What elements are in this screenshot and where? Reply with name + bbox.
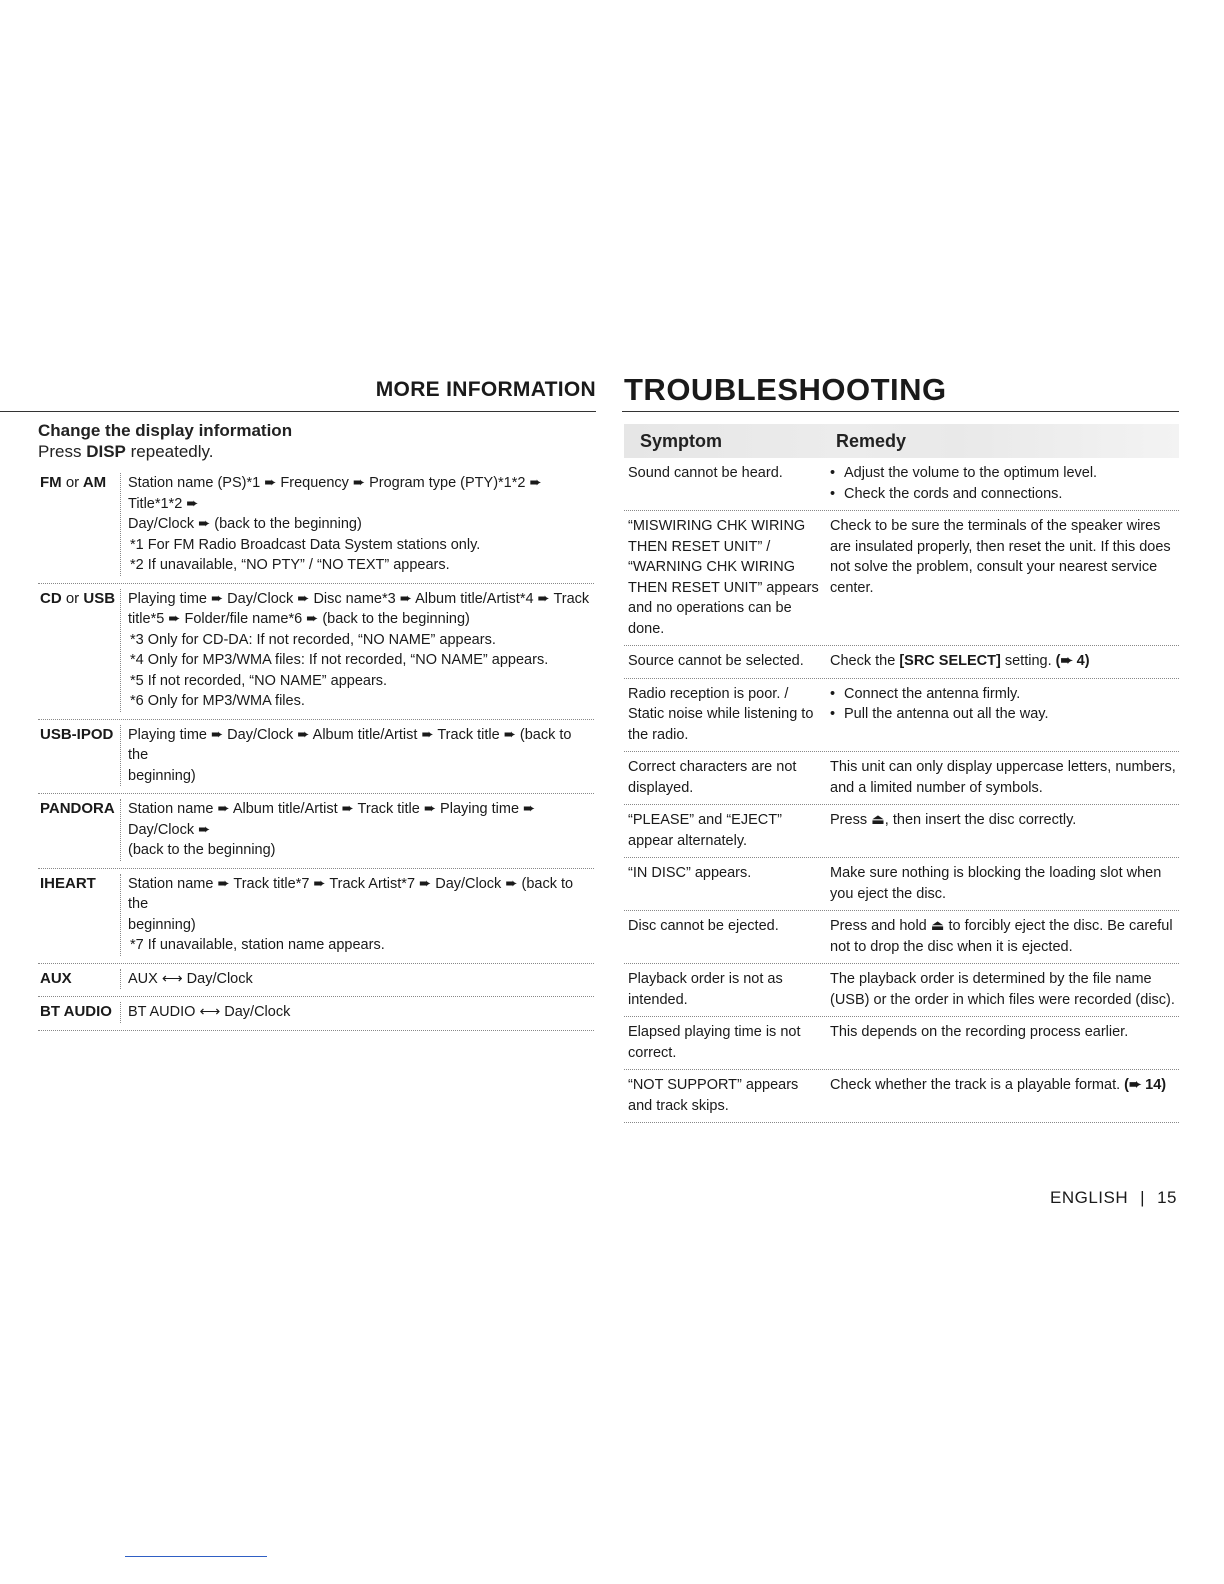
symptom-cell: “MISWIRING CHK WIRING THEN RESET UNIT” / “WARNING CHK WIRING THEN RESET UNIT” appears and no operations can be done. [628,518,819,637]
sequence-line: (back to the beginning) [128,842,276,858]
mode-name [38,473,121,576]
table-row [624,1070,1179,1123]
remedy-text: Check whether the track is a playable format. [830,1077,1125,1093]
mode-name-or: or [65,589,80,607]
mode-name-a: AUX [40,969,72,987]
mode-name-a: IHEART [40,874,96,892]
remedy-cell: Press ⏏, then insert the disc correctly. [830,812,1077,828]
setting-name: [SRC SELECT] [899,653,1001,669]
table-header [624,424,1179,458]
section-title-more-information: MORE INFORMATION [375,378,596,401]
mode-row [38,964,594,998]
mode-sequence [128,1002,594,1023]
mode-name-a: PANDORA [40,800,115,817]
symptom-cell: Radio reception is poor. / Static noise while listening to the radio. [628,685,814,743]
footnote: *4 Only for MP3/WMA files: If not recorded, “NO NAME” appears. [130,652,549,668]
bullet-icon: • [830,685,836,702]
press-suffix: repeatedly. [130,442,214,461]
remedy-cell [824,684,1179,746]
symptom-cell: Playback order is not as intended. [628,971,783,1008]
remedy-cell: This depends on the recording process earlier. [830,1024,1129,1040]
mode-name-b: USB [83,589,116,607]
mode-name [38,589,121,712]
remedy-cell [824,651,1179,672]
mode-name-a: CD [40,589,62,607]
remedy-text: Check the [830,653,900,669]
mode-name [38,799,121,861]
table-row [624,511,1179,646]
mode-name-b: AM [82,474,107,491]
press-instruction [38,442,213,462]
bullet-text: Adjust the volume to the optimum level. [844,465,1098,481]
page-footer [960,1188,1177,1208]
mode-sequence [128,969,594,990]
mode-name [38,1002,121,1023]
sequence-line: Station name (PS)*1 ➨ Frequency ➨ Program type (PTY)*1*2 ➨ Title*1*2 ➨ [128,475,542,512]
remedy-bullet [830,704,1179,725]
symptom-cell: Source cannot be selected. [628,653,804,669]
symptom-cell: “IN DISC” appears. [628,865,752,881]
mode-row [38,997,594,1031]
remedy-cell: Make sure nothing is blocking the loading slot when you eject the disc. [830,865,1162,902]
sequence-line: Day/Clock ➨ (back to the beginning) [128,516,362,532]
page-number: 15 [1157,1188,1177,1207]
bullet-icon: • [830,706,836,722]
bullet-icon: • [830,465,836,481]
sequence-line: Playing time ➨ Day/Clock ➨ Album title/Artist ➨ Track title ➨ (back to the [128,726,572,763]
remedy-cell [824,463,1179,504]
bullet-text: Connect the antenna firmly. [844,685,1021,702]
display-info-title: Change the display information [38,421,293,440]
sequence-line: Station name ➨ Track title*7 ➨ Track Artist*7 ➨ Day/Clock ➨ (back to the [128,875,574,912]
bullet-icon: • [830,485,836,502]
sequence-line: beginning) [128,916,196,933]
table-row [624,964,1179,1017]
table-row [624,646,1179,679]
footnote: *7 If unavailable, station name appears. [130,937,385,953]
table-row [624,458,1179,511]
symptom-cell: Sound cannot be heard. [628,465,783,481]
sequence-line: beginning) [128,767,196,784]
mode-name-a: USB-IPOD [40,725,114,743]
footer-language: ENGLISH [1050,1188,1129,1207]
symptom-cell: “PLEASE” and “EJECT” appear alternately. [628,812,782,849]
sequence-line: Station name ➨ Album title/Artist ➨ Track title ➨ Playing time ➨ Day/Clock ➨ [128,801,536,838]
table-row [624,805,1179,858]
footnote: *3 Only for CD-DA: If not recorded, “NO NAME” appears. [130,631,496,648]
footnote: *6 Only for MP3/WMA files. [130,693,305,709]
column-header-symptom: Symptom [640,430,723,451]
header-rule-left [0,411,596,412]
sequence-line: AUX ⟷ Day/Clock [128,970,253,987]
footnote: *2 If unavailable, “NO PTY” / “NO TEXT” appears. [130,557,450,573]
mode-sequence [128,473,594,576]
mode-row [38,468,594,584]
symptom-cell: “NOT SUPPORT” appears and track skips. [628,1077,799,1114]
mode-row [38,720,594,795]
table-row [624,752,1179,805]
mode-name-a: BT AUDIO [40,1003,112,1020]
remedy-bullet [830,463,1179,484]
bullet-text: Check the cords and connections. [844,485,1063,502]
sequence-line: title*5 ➨ Folder/file name*6 ➨ (back to the beginning) [128,611,470,627]
mode-row [38,584,594,720]
footer-separator: | [1140,1188,1146,1207]
table-row [624,679,1179,753]
sequence-line: BT AUDIO ⟷ Day/Clock [128,1004,291,1020]
section-title-troubleshooting: TROUBLESHOOTING [624,372,947,407]
remedy-cell [824,1075,1179,1116]
symptom-cell: Elapsed playing time is not correct. [628,1024,801,1061]
troubleshooting-rows [624,458,1179,1123]
table-row [624,1017,1179,1070]
mode-name [38,969,121,990]
mode-name-or: or [65,474,80,491]
troubleshooting-table [624,424,1179,1123]
display-mode-table [38,468,594,1031]
footnote: *5 If not recorded, “NO NAME” appears. [130,672,388,689]
footnote: *1 For FM Radio Broadcast Data System stations only. [130,536,481,553]
mode-sequence [128,799,594,861]
remedy-bullet [830,484,1179,505]
remedy-cell: Press and hold ⏏ to forcibly eject the disc. Be careful not to drop the disc when it is ejected. [830,918,1173,955]
mode-sequence [128,589,594,712]
page-reference: (➨ 4) [1055,653,1090,669]
remedy-bullet [830,684,1179,705]
remedy-cell: This unit can only display uppercase letters, numbers, and a limited number of symbols. [830,759,1176,796]
mode-name-a: FM [40,474,62,491]
scan-artifact-line [125,1556,267,1557]
mode-sequence [128,874,594,956]
disp-key: DISP [86,442,126,461]
mode-row [38,794,594,869]
table-row [624,911,1179,964]
mode-name [38,725,121,787]
remedy-cell: Check to be sure the terminals of the speaker wires are insulated properly, then reset the unit. If this does not solve the problem, consult your nearest service center. [830,518,1171,596]
symptom-cell: Correct characters are not displayed. [628,759,797,796]
table-row [624,858,1179,911]
press-prefix: Press [38,442,82,461]
mode-name [38,874,121,956]
header-rule-right [622,411,1179,412]
sequence-line: Playing time ➨ Day/Clock ➨ Disc name*3 ➨ Album title/Artist*4 ➨ Track [128,590,590,607]
mode-sequence [128,725,594,787]
page-reference: (➨ 14) [1124,1077,1167,1093]
remedy-text: setting. [1004,653,1056,669]
remedy-cell: The playback order is determined by the file name (USB) or the order in which files were recorded (disc). [830,971,1175,1008]
symptom-cell: Disc cannot be ejected. [628,918,779,934]
mode-row [38,869,594,964]
bullet-text: Pull the antenna out all the way. [844,706,1049,722]
column-header-remedy: Remedy [836,430,907,451]
